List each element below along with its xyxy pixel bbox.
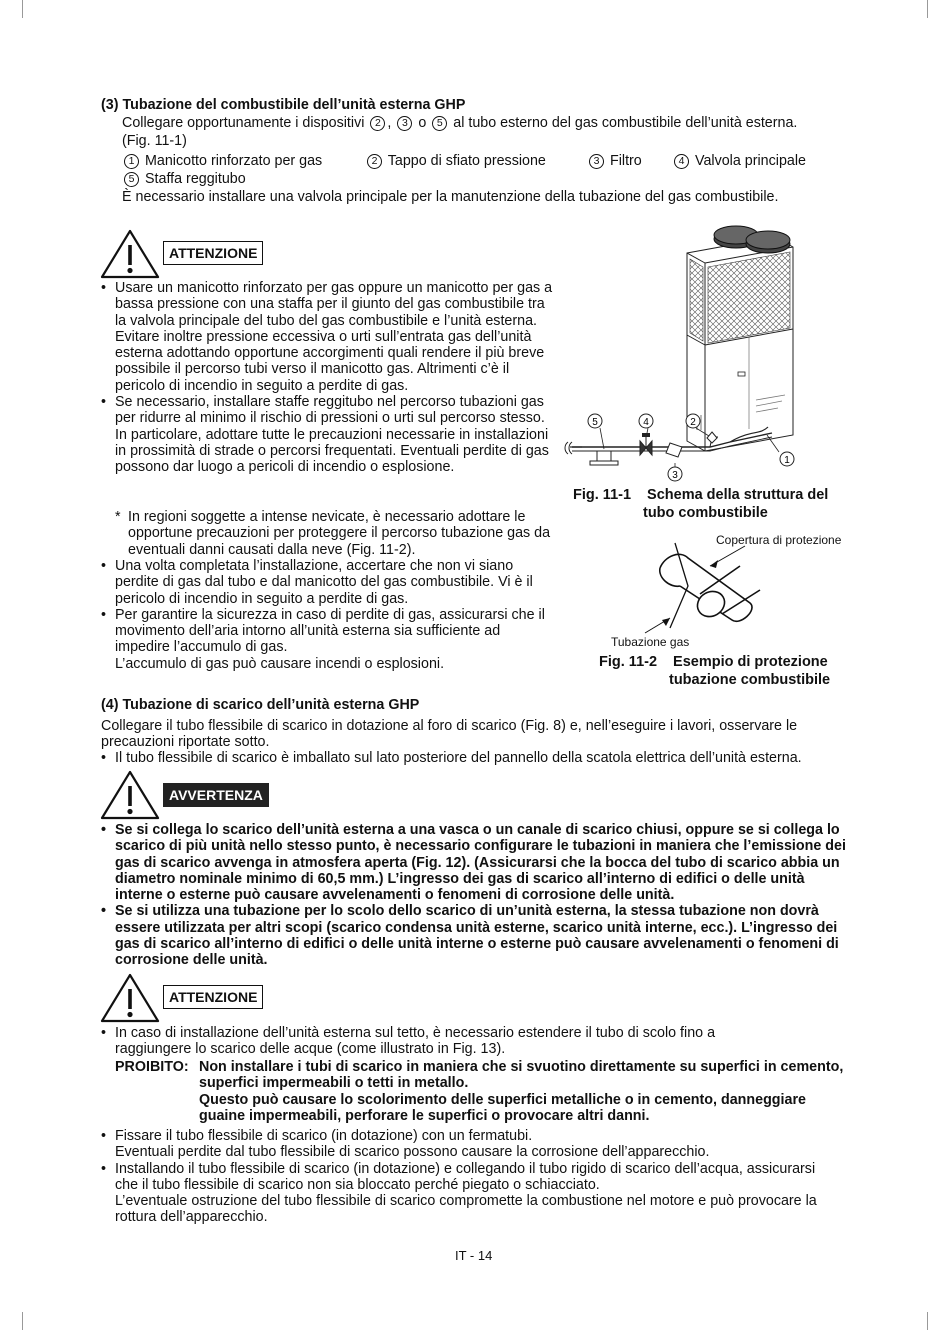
- fig-number: Fig. 11-1: [573, 487, 632, 503]
- parts-list-item: [122, 153, 322, 169]
- fig-title: Esempio di protezione: [673, 654, 828, 670]
- fig-circled-1: 1: [784, 455, 790, 466]
- separator: o: [418, 115, 427, 131]
- cover-label: Copertura di protezione: [716, 533, 842, 547]
- page-number: IT - 14: [455, 1248, 493, 1263]
- snow-note: In regioni soggette a intense nevicate, è necessario adottare le opportune precauzioni per proteggere il percorso tubazione gas da eventuali danni causati dalla neve (Fig. 11-2).: [128, 509, 551, 558]
- warning-list: [101, 822, 851, 969]
- circled-number: 1: [124, 154, 139, 169]
- fig-title-line2: tubo combustibile: [643, 505, 768, 521]
- parts-list-item: [365, 153, 546, 169]
- parts-list-item: [122, 171, 246, 187]
- warning-triangle-icon: [99, 972, 161, 1024]
- warning-triangle-icon: [99, 769, 161, 821]
- prohibited-text-1: Non installare i tubi di scarico in maniera che si svuotino direttamente su superfici in cemento, superfici impermeabili o tetti in metallo.: [199, 1059, 844, 1092]
- list-item: [101, 607, 553, 672]
- fig-circled-5: 5: [592, 417, 598, 428]
- list-item-tail: L’accumulo di gas può causare incendi o esplosioni.: [115, 655, 445, 672]
- warning-label: AVVERTENZA: [163, 783, 269, 807]
- list-item: [101, 1128, 841, 1161]
- attention-label: ATTENZIONE: [163, 241, 263, 265]
- warning-triangle-icon: [99, 228, 161, 280]
- attention-1-list: [101, 280, 553, 476]
- section-4-list: [101, 750, 861, 766]
- section-3-intro: [122, 115, 862, 131]
- separator: ,: [387, 115, 392, 131]
- intro-text-a: Collegare opportunamente i dispositivi: [122, 115, 365, 131]
- list-item: • Se si utilizza una tubazione per lo scolo dello scarico di un’unità esterna, la stessa tubazione non dovrà essere utilizzata per altri scopi (scarico condensa unità esterne, scarico unità interne, ecc.). L’ingresso dei gas di scarico all’interno di edifici o delle unità interne o esterne può causare avvelenamenti o fenomeni di corrosione delle unità.: [101, 903, 851, 968]
- list-item-text: Per garantire la sicurezza in caso di perdite di gas, assicurarsi che il movimento dell’aria intorno all’unità esterna sia sufficiente ad impedire l’accumulo di gas.: [115, 606, 545, 656]
- intro-text-b: al tubo esterno del gas combustibile dell’unità esterna.: [453, 115, 798, 131]
- list-item-tail: Eventuali perdite dal tubo flessibile di scarico possono causare la corrosione dell’apparecchio.: [115, 1144, 710, 1161]
- fuel-pipe-structure-diagram: [560, 225, 830, 487]
- crop-mark: [22, 0, 23, 18]
- circled-number: 5: [432, 116, 447, 131]
- circled-number: 4: [674, 154, 689, 169]
- attention-label: ATTENZIONE: [163, 985, 263, 1009]
- prohibited-text-2: Questo può causare lo scolorimento delle superfici metalliche o in cemento, danneggiare guaine impermeabili, perforare le superfici o provocare altri danni.: [199, 1091, 806, 1124]
- section-3-note: È necessario installare una valvola principale per la manutenzione della tubazione del gas combustibile.: [122, 189, 779, 205]
- list-item-text: Fissare il tubo flessibile di scarico (in dotazione) con un fermatubi.: [115, 1128, 533, 1144]
- asterisk: *: [115, 509, 121, 525]
- circled-number: 2: [367, 154, 382, 169]
- part-label: Valvola principale: [694, 153, 806, 169]
- prohibited-block: [115, 1059, 855, 1124]
- fig-11-2-caption: [599, 653, 859, 689]
- list-item: • Se si collega lo scarico dell’unità esterna a una vasca o un canale di scarico chiusi, oppure se si collega lo scarico di più unità nello stesso punto, è necessario configurare le tubazioni in maniera che l’emissione dei gas di scarico avvenga in atmosfera aperta (Fig. 12). (Assicurarsi che la bocca del tubo di scarico abbia un diametro nominale minimo di 60,5 mm.) L’ingresso dei gas di scarico all’interno di edifici o delle unità interne o esterne può causare avvelenamenti o fenomeni di corrosione delle unità.: [101, 822, 851, 903]
- list-item: • Usare un manicotto rinforzato per gas oppure un manicotto per gas a bassa pressione con una staffa per il giunto del gas combustibile tra la valvola principale del tubo del gas combustibile e l’unità esterna. Evitare inoltre pressione eccessiva o urti sull’entrata gas dell’unità esterna adottando opportune accorgimenti quali rendere il più breve possibile il percorso tubi verso il manicotto gas. Altrimenti c’è il pericolo di incendio in seguito a perdite di gas.: [101, 280, 553, 394]
- circled-number: 3: [397, 116, 412, 131]
- fig-number: Fig. 11-2: [599, 654, 658, 670]
- list-item: • In caso di installazione dell’unità esterna sul tetto, è necessario estendere il tubo di scolo fino a raggiungere lo scarico delle acque (come illustrato in Fig. 13).: [101, 1025, 781, 1058]
- fig-title: Schema della struttura del: [647, 487, 829, 503]
- part-label: Filtro: [609, 153, 642, 169]
- fig-title-line2: tubazione combustibile: [669, 672, 831, 688]
- crop-mark: [927, 1312, 928, 1330]
- list-item: • Se necessario, installare staffe reggitubo nel percorso tubazioni gas per ridurre al minimo il rischio di pressioni o urti sul percorso stesso. In particolare, adottare tutte le precauzioni necessarie in installazioni in prossimità di strade o percorsi frequentati. Eventuali perdite di gas possono dar luogo a pericoli di incendio o esplosione.: [101, 394, 553, 475]
- intro-fig-ref: (Fig. 11-1): [122, 133, 187, 149]
- parts-list-item: [672, 153, 806, 169]
- fig-11-1-caption: [573, 486, 853, 522]
- parts-list-item: [587, 153, 642, 169]
- crop-mark: [927, 0, 928, 18]
- list-item-tail: L’eventuale ostruzione del tubo flessibile di scarico compromette la combustione nel motore e può provocare la rottura dell’apparecchio.: [115, 1193, 817, 1226]
- attention-1-list-b: [101, 558, 553, 672]
- fig-circled-4: 4: [643, 417, 649, 428]
- part-label: Tappo di sfiato pressione: [387, 153, 546, 169]
- fig-circled-2: 2: [690, 417, 696, 428]
- section-3-title: (3) Tubazione del combustibile dell’unità esterna GHP: [101, 97, 466, 113]
- prohibited-label: PROIBITO:: [115, 1059, 189, 1075]
- pipe-label: Tubazione gas: [611, 635, 690, 649]
- part-label: Manicotto rinforzato per gas: [144, 153, 323, 169]
- list-item: • Una volta completata l’installazione, accertare che non vi siano perdite di gas dal tubo e dal manicotto del gas combustibile. Vi è il pericolo di incendio in seguito a perdite di gas.: [101, 558, 553, 607]
- circled-number: 2: [370, 116, 385, 131]
- section-4-title: (4) Tubazione di scarico dell’unità esterna GHP: [101, 697, 420, 713]
- list-item: • Il tubo flessibile di scarico è imballato sul lato posteriore del pannello della scatola elettrica dell’unità esterna.: [101, 750, 861, 766]
- circled-number: 5: [124, 172, 139, 187]
- list-item: [101, 1161, 841, 1226]
- list-item-text: Installando il tubo flessibile di scarico (in dotazione) e collegando il tubo rigido di scarico dell’acqua, assicurarsi che il tubo flessibile di scarico non sia bloccato perché piegato o schiacciato.: [115, 1160, 816, 1193]
- circled-number: 3: [589, 154, 604, 169]
- attention-2-list: [101, 1025, 781, 1058]
- crop-mark: [22, 1312, 23, 1330]
- attention-2-list-b: [101, 1128, 841, 1226]
- pipe-protection-diagram: [640, 538, 780, 638]
- section-4-intro: Collegare il tubo flessibile di scarico in dotazione al foro di scarico (Fig. 8) e, nell’eseguire i lavori, osservare le precauzioni riportate sotto.: [101, 718, 798, 751]
- fig-circled-3: 3: [672, 470, 678, 481]
- asterisk-note: [115, 509, 555, 558]
- part-label: Staffa reggitubo: [144, 171, 246, 187]
